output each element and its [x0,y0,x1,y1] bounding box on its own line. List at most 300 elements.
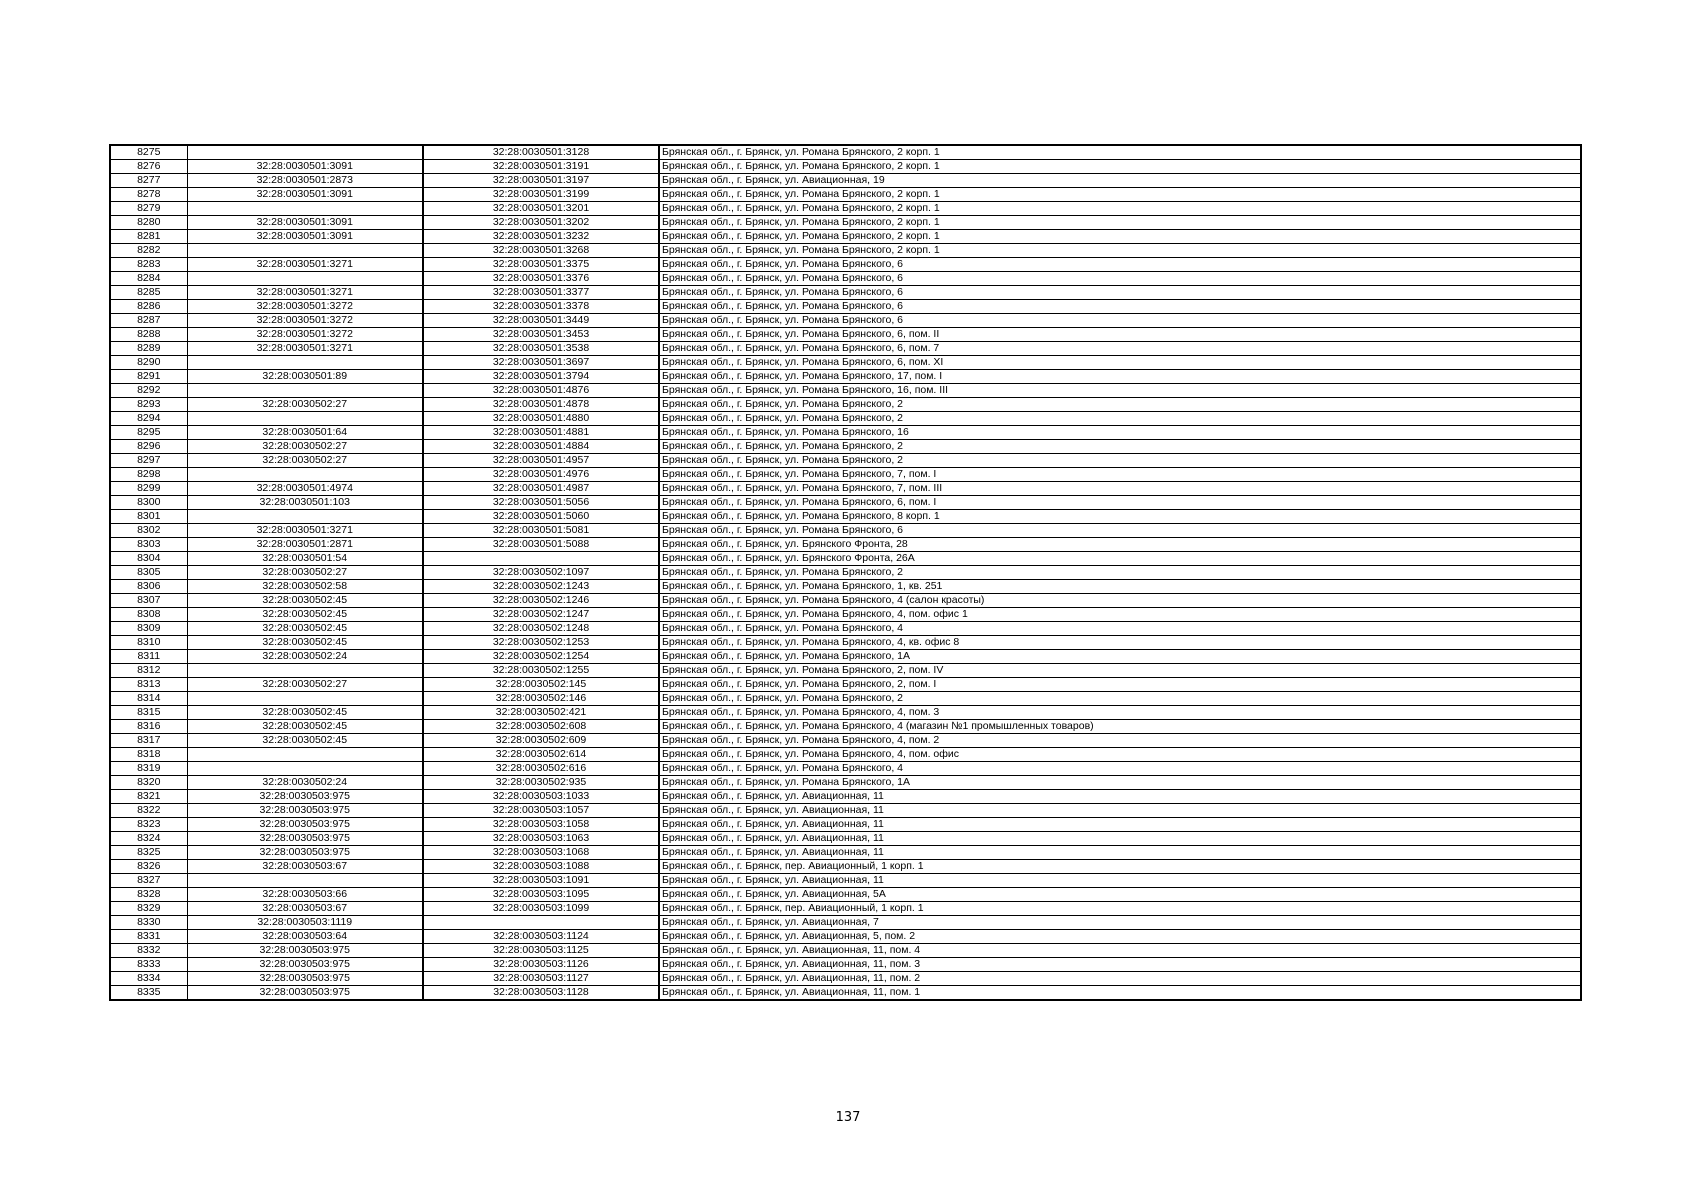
cadastral-number: 32:28:0030502:608 [423,720,659,734]
cadastral-number: 32:28:0030501:3268 [423,244,659,258]
row-number: 8319 [110,762,187,776]
parent-cadastral-number: 32:28:0030501:3091 [187,160,423,174]
parent-cadastral-number: 32:28:0030503:975 [187,818,423,832]
parent-cadastral-number: 32:28:0030502:45 [187,594,423,608]
table-row [110,762,1581,776]
table-row [110,748,1581,762]
address: Брянская обл., г. Брянск, ул. Романа Брянского, 2 корп. 1 [659,230,1581,244]
address: Брянская обл., г. Брянск, ул. Романа Брянского, 2 [659,440,1581,454]
table-row [110,272,1581,286]
parent-cadastral-number: 32:28:0030501:3271 [187,342,423,356]
row-number: 8313 [110,678,187,692]
parent-cadastral-number: 32:28:0030502:58 [187,580,423,594]
address: Брянская обл., г. Брянск, ул. Романа Брянского, 2 [659,692,1581,706]
table-row [110,804,1581,818]
table-row [110,552,1581,566]
cadastral-number: 32:28:0030501:4878 [423,398,659,412]
parent-cadastral-number [187,272,423,286]
parent-cadastral-number: 32:28:0030503:1119 [187,916,423,930]
row-number: 8331 [110,930,187,944]
parent-cadastral-number: 32:28:0030502:27 [187,678,423,692]
address: Брянская обл., г. Брянск, ул. Брянского Фронта, 28 [659,538,1581,552]
address: Брянская обл., г. Брянск, ул. Романа Брянского, 2 корп. 1 [659,216,1581,230]
table-row [110,860,1581,874]
row-number: 8281 [110,230,187,244]
row-number: 8330 [110,916,187,930]
address: Брянская обл., г. Брянск, ул. Романа Брянского, 4, пом. офис [659,748,1581,762]
row-number: 8299 [110,482,187,496]
table-row [110,580,1581,594]
table-row [110,832,1581,846]
row-number: 8287 [110,314,187,328]
parent-cadastral-number: 32:28:0030502:27 [187,398,423,412]
address: Брянская обл., г. Брянск, ул. Авиационная, 11 [659,874,1581,888]
parent-cadastral-number: 32:28:0030501:3271 [187,286,423,300]
address: Брянская обл., г. Брянск, ул. Авиационная, 11 [659,818,1581,832]
cadastral-number: 32:28:0030503:1099 [423,902,659,916]
row-number: 8300 [110,496,187,510]
row-number: 8324 [110,832,187,846]
cadastral-number: 32:28:0030502:146 [423,692,659,706]
address: Брянская обл., г. Брянск, ул. Романа Брянского, 6 [659,314,1581,328]
table-row [110,874,1581,888]
row-number: 8284 [110,272,187,286]
address: Брянская обл., г. Брянск, ул. Авиационная, 11, пом. 1 [659,986,1581,1001]
row-number: 8332 [110,944,187,958]
address: Брянская обл., г. Брянск, ул. Романа Брянского, 6 [659,272,1581,286]
page-number: 137 [835,1110,861,1125]
row-number: 8328 [110,888,187,902]
cadastral-number: 32:28:0030503:1091 [423,874,659,888]
address: Брянская обл., г. Брянск, ул. Авиационная, 11, пом. 3 [659,958,1581,972]
row-number: 8310 [110,636,187,650]
cadastral-number: 32:28:0030501:3378 [423,300,659,314]
table-row [110,986,1581,1001]
parent-cadastral-number: 32:28:0030501:3272 [187,300,423,314]
row-number: 8279 [110,202,187,216]
row-number: 8288 [110,328,187,342]
table-row [110,286,1581,300]
address: Брянская обл., г. Брянск, ул. Романа Брянского, 6 [659,286,1581,300]
row-number: 8283 [110,258,187,272]
cadastral-number: 32:28:0030502:1248 [423,622,659,636]
table-row [110,720,1581,734]
row-number: 8278 [110,188,187,202]
address: Брянская обл., г. Брянск, ул. Романа Брянского, 4, кв. офис 8 [659,636,1581,650]
table-row [110,482,1581,496]
cadastral-number: 32:28:0030502:1255 [423,664,659,678]
table-row [110,636,1581,650]
row-number: 8315 [110,706,187,720]
table-row [110,902,1581,916]
row-number: 8312 [110,664,187,678]
parent-cadastral-number [187,412,423,426]
table-row [110,216,1581,230]
cadastral-number: 32:28:0030503:1088 [423,860,659,874]
address: Брянская обл., г. Брянск, ул. Романа Брянского, 6, пом. I [659,496,1581,510]
cadastral-number: 32:28:0030501:3538 [423,342,659,356]
table-row [110,594,1581,608]
address: Брянская обл., г. Брянск, ул. Авиационная, 11 [659,846,1581,860]
cadastral-number: 32:28:0030501:3375 [423,258,659,272]
cadastral-number: 32:28:0030501:4987 [423,482,659,496]
parent-cadastral-number: 32:28:0030502:24 [187,650,423,664]
parent-cadastral-number: 32:28:0030501:4974 [187,482,423,496]
parent-cadastral-number: 32:28:0030501:103 [187,496,423,510]
cadastral-number: 32:28:0030501:3128 [423,145,659,160]
table-row [110,398,1581,412]
table-row [110,734,1581,748]
address: Брянская обл., г. Брянск, ул. Романа Брянского, 2 [659,454,1581,468]
address: Брянская обл., г. Брянск, ул. Брянского Фронта, 26А [659,552,1581,566]
cadastral-number: 32:28:0030501:5081 [423,524,659,538]
table-row [110,230,1581,244]
row-number: 8307 [110,594,187,608]
row-number: 8322 [110,804,187,818]
address: Брянская обл., г. Брянск, ул. Романа Брянского, 17, пом. I [659,370,1581,384]
row-number: 8317 [110,734,187,748]
cadastral-number: 32:28:0030502:145 [423,678,659,692]
cadastral-number: 32:28:0030501:3202 [423,216,659,230]
parent-cadastral-number: 32:28:0030503:975 [187,790,423,804]
cadastral-number: 32:28:0030502:1254 [423,650,659,664]
row-number: 8294 [110,412,187,426]
address: Брянская обл., г. Брянск, ул. Романа Брянского, 16, пом. III [659,384,1581,398]
address: Брянская обл., г. Брянск, ул. Романа Брянского, 2 [659,412,1581,426]
cadastral-number: 32:28:0030501:3191 [423,160,659,174]
row-number: 8297 [110,454,187,468]
address: Брянская обл., г. Брянск, ул. Романа Брянского, 6 [659,258,1581,272]
cadastral-number: 32:28:0030501:4880 [423,412,659,426]
address: Брянская обл., г. Брянск, ул. Романа Брянского, 4, пом. 3 [659,706,1581,720]
row-number: 8298 [110,468,187,482]
address: Брянская обл., г. Брянск, ул. Авиационная, 7 [659,916,1581,930]
row-number: 8304 [110,552,187,566]
parent-cadastral-number: 32:28:0030502:45 [187,622,423,636]
parent-cadastral-number: 32:28:0030502:27 [187,454,423,468]
table-row [110,384,1581,398]
table-row [110,174,1581,188]
row-number: 8295 [110,426,187,440]
row-number: 8320 [110,776,187,790]
address: Брянская обл., г. Брянск, ул. Романа Брянского, 2 [659,398,1581,412]
cadastral-number [423,916,659,930]
table-row [110,706,1581,720]
row-number: 8302 [110,524,187,538]
address: Брянская обл., г. Брянск, ул. Романа Брянского, 6, пом. 7 [659,342,1581,356]
table-row [110,608,1581,622]
table-row [110,328,1581,342]
row-number: 8325 [110,846,187,860]
cadastral-number: 32:28:0030503:1068 [423,846,659,860]
parent-cadastral-number: 32:28:0030503:975 [187,972,423,986]
table-row [110,622,1581,636]
row-number: 8316 [110,720,187,734]
address: Брянская обл., г. Брянск, ул. Романа Брянского, 2 корп. 1 [659,145,1581,160]
address: Брянская обл., г. Брянск, ул. Романа Брянского, 2, пом. IV [659,664,1581,678]
row-number: 8289 [110,342,187,356]
cadastral-number: 32:28:0030502:935 [423,776,659,790]
parent-cadastral-number: 32:28:0030503:67 [187,902,423,916]
row-number: 8306 [110,580,187,594]
parent-cadastral-number [187,874,423,888]
address: Брянская обл., г. Брянск, ул. Романа Брянского, 4 (салон красоты) [659,594,1581,608]
cadastral-number: 32:28:0030501:3697 [423,356,659,370]
cadastral-number: 32:28:0030503:1124 [423,930,659,944]
row-number: 8326 [110,860,187,874]
row-number: 8329 [110,902,187,916]
row-number: 8314 [110,692,187,706]
parent-cadastral-number [187,145,423,160]
parent-cadastral-number: 32:28:0030503:975 [187,832,423,846]
property-registry-table [109,144,1582,1001]
parent-cadastral-number: 32:28:0030502:45 [187,734,423,748]
cadastral-number: 32:28:0030503:1095 [423,888,659,902]
address: Брянская обл., г. Брянск, ул. Авиационная, 11 [659,804,1581,818]
cadastral-number: 32:28:0030501:5056 [423,496,659,510]
cadastral-number: 32:28:0030501:3197 [423,174,659,188]
table-row [110,370,1581,384]
table-row [110,916,1581,930]
address: Брянская обл., г. Брянск, ул. Авиационная, 5А [659,888,1581,902]
cadastral-number: 32:28:0030503:1125 [423,944,659,958]
row-number: 8305 [110,566,187,580]
cadastral-number: 32:28:0030501:4881 [423,426,659,440]
table-row [110,650,1581,664]
cadastral-number: 32:28:0030501:4957 [423,454,659,468]
row-number: 8321 [110,790,187,804]
table-row [110,510,1581,524]
table-row [110,538,1581,552]
row-number: 8334 [110,972,187,986]
address: Брянская обл., г. Брянск, ул. Романа Брянского, 2 корп. 1 [659,160,1581,174]
table-row [110,790,1581,804]
table-row [110,145,1581,160]
address: Брянская обл., г. Брянск, ул. Авиационная, 11 [659,832,1581,846]
cadastral-number: 32:28:0030501:4876 [423,384,659,398]
address: Брянская обл., г. Брянск, ул. Романа Брянского, 4, пом. офис 1 [659,608,1581,622]
address: Брянская обл., г. Брянск, ул. Авиационная, 11 [659,790,1581,804]
table-row [110,958,1581,972]
row-number: 8308 [110,608,187,622]
row-number: 8303 [110,538,187,552]
table-row [110,776,1581,790]
parent-cadastral-number [187,692,423,706]
parent-cadastral-number [187,244,423,258]
table-row [110,566,1581,580]
cadastral-number: 32:28:0030501:3377 [423,286,659,300]
row-number: 8333 [110,958,187,972]
table-row [110,496,1581,510]
parent-cadastral-number: 32:28:0030501:3272 [187,314,423,328]
table-row [110,258,1581,272]
parent-cadastral-number: 32:28:0030501:3091 [187,188,423,202]
cadastral-number: 32:28:0030503:1127 [423,972,659,986]
row-number: 8276 [110,160,187,174]
row-number: 8293 [110,398,187,412]
row-number: 8282 [110,244,187,258]
address: Брянская обл., г. Брянск, ул. Романа Брянского, 7, пом. I [659,468,1581,482]
table-row [110,944,1581,958]
cadastral-number: 32:28:0030502:1253 [423,636,659,650]
table-row [110,846,1581,860]
address: Брянская обл., г. Брянск, ул. Романа Брянского, 2 корп. 1 [659,244,1581,258]
cadastral-number: 32:28:0030503:1128 [423,986,659,1001]
table-row [110,678,1581,692]
row-number: 8323 [110,818,187,832]
address: Брянская обл., г. Брянск, ул. Романа Брянского, 8 корп. 1 [659,510,1581,524]
registry-table-body [110,145,1581,1000]
row-number: 8311 [110,650,187,664]
table-row [110,188,1581,202]
parent-cadastral-number: 32:28:0030503:66 [187,888,423,902]
table-row [110,468,1581,482]
parent-cadastral-number: 32:28:0030501:3271 [187,524,423,538]
cadastral-number: 32:28:0030501:4884 [423,440,659,454]
address: Брянская обл., г. Брянск, ул. Романа Брянского, 6, пом. XI [659,356,1581,370]
row-number: 8290 [110,356,187,370]
cadastral-number: 32:28:0030502:1243 [423,580,659,594]
table-row [110,412,1581,426]
parent-cadastral-number: 32:28:0030503:67 [187,860,423,874]
address: Брянская обл., г. Брянск, ул. Романа Брянского, 7, пом. III [659,482,1581,496]
parent-cadastral-number: 32:28:0030503:975 [187,804,423,818]
parent-cadastral-number [187,664,423,678]
table-row [110,202,1581,216]
cadastral-number: 32:28:0030501:5060 [423,510,659,524]
cadastral-number: 32:28:0030503:1058 [423,818,659,832]
address: Брянская обл., г. Брянск, ул. Романа Брянского, 4, пом. 2 [659,734,1581,748]
cadastral-number: 32:28:0030501:3794 [423,370,659,384]
address: Брянская обл., г. Брянск, ул. Романа Брянского, 6 [659,300,1581,314]
parent-cadastral-number [187,510,423,524]
address: Брянская обл., г. Брянск, ул. Романа Брянского, 2, пом. I [659,678,1581,692]
address: Брянская обл., г. Брянск, ул. Романа Брянского, 2 корп. 1 [659,202,1581,216]
parent-cadastral-number: 32:28:0030501:3091 [187,230,423,244]
address: Брянская обл., г. Брянск, ул. Романа Брянского, 2 корп. 1 [659,188,1581,202]
row-number: 8291 [110,370,187,384]
parent-cadastral-number: 32:28:0030502:45 [187,706,423,720]
parent-cadastral-number: 32:28:0030503:975 [187,986,423,1001]
table-row [110,440,1581,454]
address: Брянская обл., г. Брянск, ул. Романа Брянского, 4 [659,622,1581,636]
cadastral-number: 32:28:0030502:614 [423,748,659,762]
table-row [110,454,1581,468]
parent-cadastral-number: 32:28:0030503:975 [187,944,423,958]
address: Брянская обл., г. Брянск, ул. Романа Брянского, 4 (магазин №1 промышленных товаров) [659,720,1581,734]
table-row [110,664,1581,678]
row-number: 8277 [110,174,187,188]
table-row [110,160,1581,174]
cadastral-number [423,552,659,566]
cadastral-number: 32:28:0030501:4976 [423,468,659,482]
cadastral-number: 32:28:0030503:1033 [423,790,659,804]
cadastral-number: 32:28:0030502:1097 [423,566,659,580]
table-row [110,314,1581,328]
cadastral-number: 32:28:0030503:1057 [423,804,659,818]
row-number: 8285 [110,286,187,300]
row-number: 8327 [110,874,187,888]
row-number: 8335 [110,986,187,1001]
address: Брянская обл., г. Брянск, ул. Романа Брянского, 2 [659,566,1581,580]
parent-cadastral-number [187,384,423,398]
cadastral-number: 32:28:0030503:1063 [423,832,659,846]
parent-cadastral-number: 32:28:0030502:27 [187,440,423,454]
parent-cadastral-number: 32:28:0030501:89 [187,370,423,384]
parent-cadastral-number: 32:28:0030501:2873 [187,174,423,188]
address: Брянская обл., г. Брянск, ул. Романа Брянского, 4 [659,762,1581,776]
address: Брянская обл., г. Брянск, ул. Романа Брянского, 1, кв. 251 [659,580,1581,594]
address: Брянская обл., г. Брянск, ул. Авиационная, 11, пом. 2 [659,972,1581,986]
cadastral-number: 32:28:0030502:616 [423,762,659,776]
row-number: 8275 [110,145,187,160]
table-row [110,888,1581,902]
row-number: 8318 [110,748,187,762]
parent-cadastral-number: 32:28:0030501:54 [187,552,423,566]
address: Брянская обл., г. Брянск, пер. Авиационный, 1 корп. 1 [659,902,1581,916]
address: Брянская обл., г. Брянск, ул. Романа Брянского, 1А [659,776,1581,790]
parent-cadastral-number: 32:28:0030502:45 [187,720,423,734]
address: Брянская обл., г. Брянск, пер. Авиационный, 1 корп. 1 [659,860,1581,874]
row-number: 8301 [110,510,187,524]
row-number: 8296 [110,440,187,454]
row-number: 8280 [110,216,187,230]
parent-cadastral-number [187,468,423,482]
table-row [110,818,1581,832]
cadastral-number: 32:28:0030503:1126 [423,958,659,972]
table-row [110,300,1581,314]
cadastral-number: 32:28:0030502:1246 [423,594,659,608]
parent-cadastral-number: 32:28:0030501:3272 [187,328,423,342]
parent-cadastral-number: 32:28:0030501:3271 [187,258,423,272]
address: Брянская обл., г. Брянск, ул. Авиационная, 19 [659,174,1581,188]
table-row [110,426,1581,440]
parent-cadastral-number: 32:28:0030502:27 [187,566,423,580]
parent-cadastral-number [187,748,423,762]
parent-cadastral-number: 32:28:0030501:64 [187,426,423,440]
parent-cadastral-number: 32:28:0030502:45 [187,636,423,650]
table-row [110,244,1581,258]
cadastral-number: 32:28:0030502:609 [423,734,659,748]
table-row [110,692,1581,706]
cadastral-number: 32:28:0030502:1247 [423,608,659,622]
row-number: 8292 [110,384,187,398]
cadastral-number: 32:28:0030501:3199 [423,188,659,202]
table-row [110,356,1581,370]
row-number: 8286 [110,300,187,314]
cadastral-number: 32:28:0030501:3232 [423,230,659,244]
cadastral-number: 32:28:0030501:3453 [423,328,659,342]
cadastral-number: 32:28:0030501:3449 [423,314,659,328]
address: Брянская обл., г. Брянск, ул. Авиационная, 5, пом. 2 [659,930,1581,944]
parent-cadastral-number: 32:28:0030503:64 [187,930,423,944]
parent-cadastral-number [187,356,423,370]
address: Брянская обл., г. Брянск, ул. Романа Брянского, 16 [659,426,1581,440]
address: Брянская обл., г. Брянск, ул. Авиационная, 11, пом. 4 [659,944,1581,958]
cadastral-number: 32:28:0030501:5088 [423,538,659,552]
cadastral-number: 32:28:0030501:3376 [423,272,659,286]
address: Брянская обл., г. Брянск, ул. Романа Брянского, 6 [659,524,1581,538]
parent-cadastral-number: 32:28:0030503:975 [187,846,423,860]
parent-cadastral-number: 32:28:0030501:2871 [187,538,423,552]
address: Брянская обл., г. Брянск, ул. Романа Брянского, 6, пом. II [659,328,1581,342]
parent-cadastral-number: 32:28:0030503:975 [187,958,423,972]
cadastral-number: 32:28:0030501:3201 [423,202,659,216]
parent-cadastral-number: 32:28:0030502:24 [187,776,423,790]
parent-cadastral-number: 32:28:0030502:45 [187,608,423,622]
parent-cadastral-number [187,762,423,776]
table-row [110,342,1581,356]
